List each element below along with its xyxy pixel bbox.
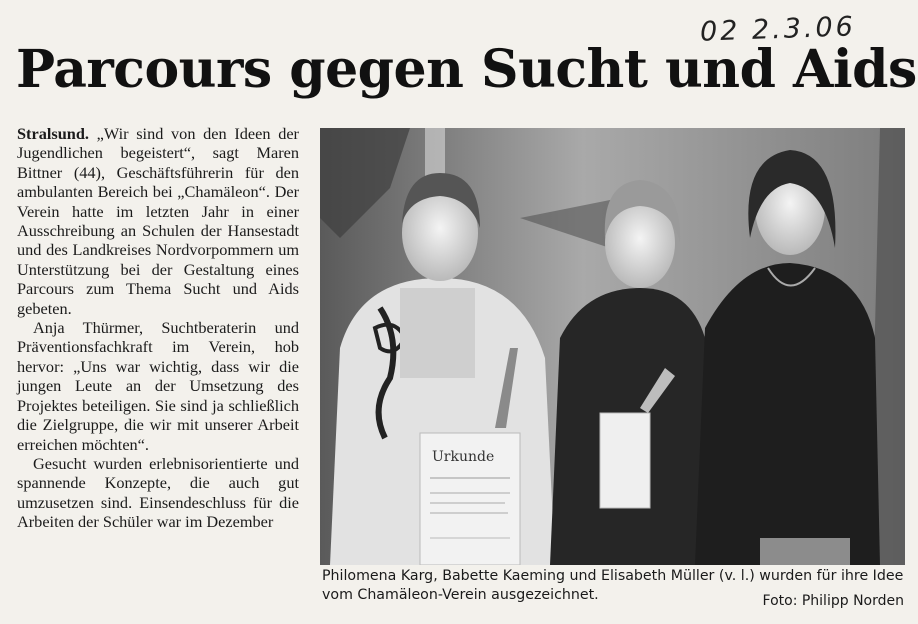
certificate-title: Urkunde [432,449,495,465]
article-paragraph-2: Anja Thürmer, Suchtberaterin und Präventionsfachkraft im Verein, hob hervor: „Uns war wichtig, dass wir die jungen Leute an der Umsetzung des Projektes beteiligen. Sie sind ja schließlich die Zielgruppe, die wir mit unserer Arbeit erreichen möchten“. [17,318,299,454]
photo-illustration [320,128,905,565]
article-paragraph-1: Stralsund. „Wir sind von den Ideen der Jugendlichen begeistert“, sagt Maren Bittner (44), Geschäftsführerin für den ambulanten Bereich bei „Chamäleon“. Der Verein hatte im letzten Jahr in einer Ausschreibung an Schulen der Hansestadt und des Landkreises Nordvorpommern um Unterstützung bei der Gestaltung eines Parcours zum Thema Sucht und Aids gebeten. [17,124,299,318]
photo-caption: Philomena Karg, Babette Kaeming und Elisabeth Müller (v. l.) wurden für ihre Idee vom Chamäleon-Verein ausgezeichnet. [322,568,904,603]
article-paragraph-3: Gesucht wurden erlebnisorientierte und spannende Konzepte, die auch gut umzusetzen sind. Einsendeschluss für die Arbeiten der Schüler war im Dezember [17,453,299,532]
article-body [17,124,299,532]
article-headline: Parcours gegen Sucht und Aids [16,39,917,100]
dateline-place: Stralsund. [17,124,89,143]
photo-credit: Foto: Philipp Norden [762,593,904,609]
handwritten-date-stamp: 02 2.3.06 [699,11,857,48]
article-photo [320,128,905,565]
